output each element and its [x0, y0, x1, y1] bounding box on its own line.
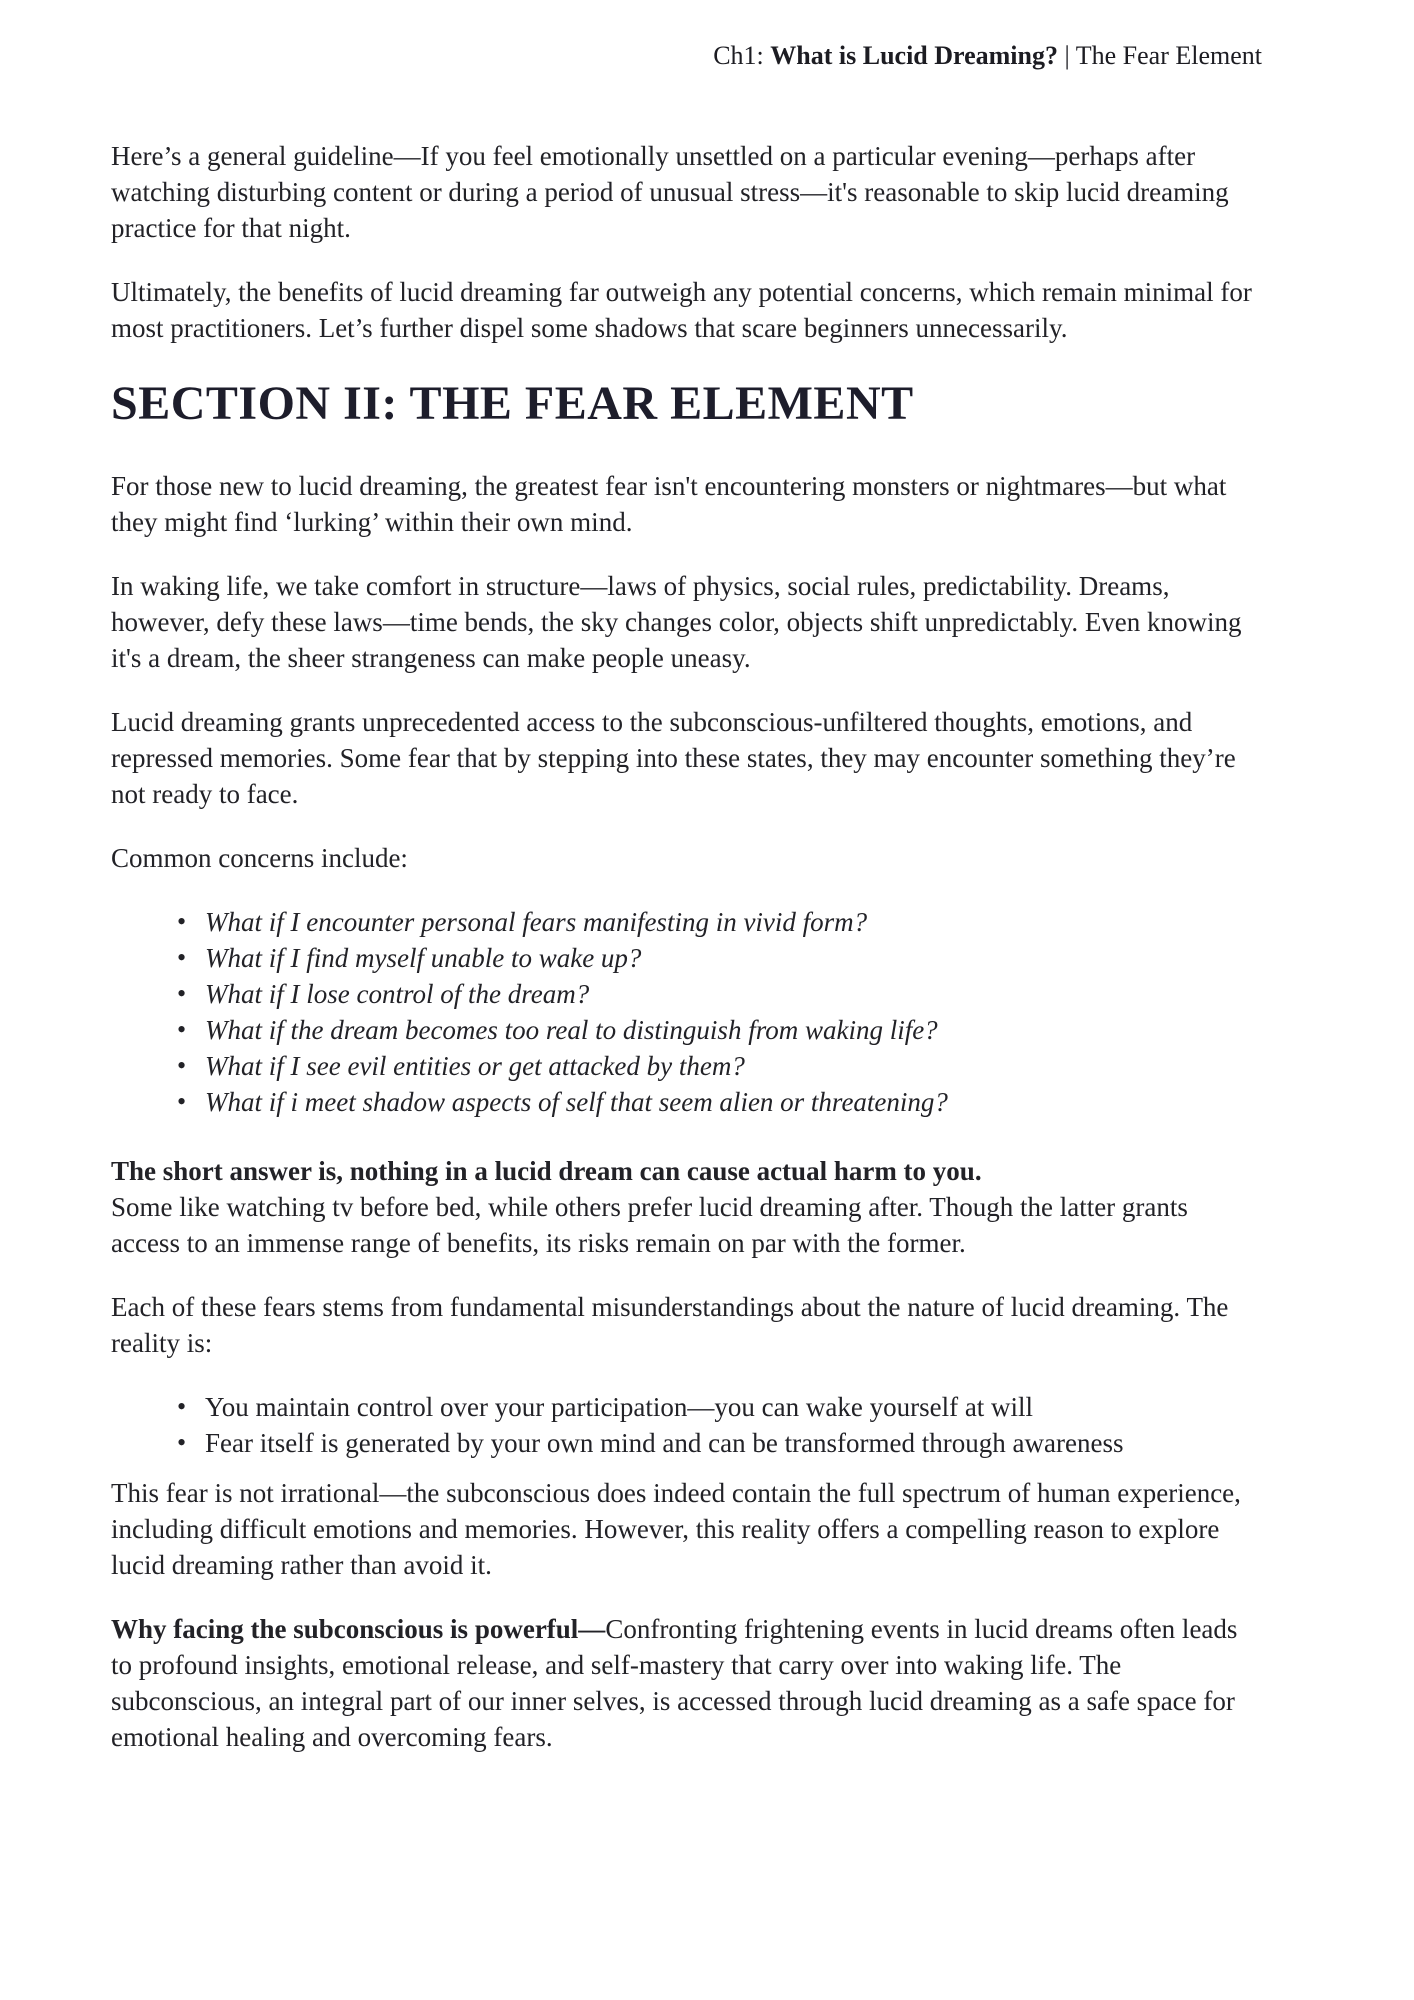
- reality-list: [111, 1389, 1262, 1461]
- why-facing-lead: Why facing the subconscious is powerful—: [111, 1614, 606, 1644]
- concerns-intro: Common concerns include:: [111, 843, 408, 873]
- section-heading: SECTION II: THE FEAR ELEMENT: [111, 377, 914, 430]
- concern-item: • What if I lose control of the dream?: [175, 976, 1262, 1012]
- concern-item: • What if the dream becomes too real to distinguish from waking life?: [175, 1012, 1262, 1048]
- page-header: [111, 38, 1262, 74]
- concern-item: • What if I see evil entities or get attacked by them?: [175, 1048, 1262, 1084]
- paragraph-ultimately: Ultimately, the benefits of lucid dreaming far outweigh any potential concerns, which remain minimal for most practitioners. Let’s further dispel some shadows that scare beginners unnecessarily.: [111, 277, 1252, 343]
- paragraph-each-fear: Each of these fears stems from fundamental misunderstandings about the nature of lucid dreaming. The reality is:: [111, 1292, 1229, 1358]
- paragraph-waking-life: In waking life, we take comfort in structure—laws of physics, social rules, predictability. Dreams, however, defy these laws—time bends, the sky changes color, objects shift unpredictably. Even knowing it's a dream, the sheer strangeness can make people uneasy.: [111, 571, 1242, 673]
- concerns-list: [111, 904, 1262, 1120]
- header-divider: |: [1057, 41, 1076, 70]
- book-title: What is Lucid Dreaming?: [770, 41, 1058, 70]
- concern-item: • What if I encounter personal fears manifesting in vivid form?: [175, 904, 1262, 940]
- short-answer-lead: The short answer is, nothing in a lucid dream can cause actual harm to you.: [111, 1156, 982, 1186]
- concern-item: • What if I find myself unable to wake up?: [175, 940, 1262, 976]
- why-facing-rest: Confronting frightening events in lucid dreams often leads to profound insights, emotional release, and self-mastery that carry over into waking life. The subconscious, an integral part of our inner selves, is accessed through lucid dreaming as a safe space for emotional healing and overcoming fears.: [111, 1614, 1238, 1752]
- paragraph-for-those-new: For those new to lucid dreaming, the greatest fear isn't encountering monsters or nightmares—but what they might find ‘lurking’ within their own mind.: [111, 471, 1227, 537]
- short-answer-rest: Some like watching tv before bed, while others prefer lucid dreaming after. Though the latter grants access to an immense range of benefits, its risks remain on par with the former.: [111, 1192, 1188, 1258]
- header-section-title: The Fear Element: [1075, 41, 1262, 70]
- paragraph-short-answer: [111, 1153, 1262, 1261]
- paragraph-guideline: Here’s a general guideline—If you feel emotionally unsettled on a particular evening—perhaps after watching disturbing content or during a period of unusual stress—it's reasonable to skip lucid dreaming practice for that night.: [111, 141, 1229, 243]
- concern-item: • What if i meet shadow aspects of self that seem alien or threatening?: [175, 1084, 1262, 1120]
- reality-item: • Fear itself is generated by your own mind and can be transformed through awareness: [175, 1425, 1262, 1461]
- paragraph-subconscious-access: Lucid dreaming grants unprecedented access to the subconscious-unfiltered thoughts, emotions, and repressed memories. Some fear that by stepping into these states, they may encounter something they’re not ready to face.: [111, 707, 1236, 809]
- reality-item: • You maintain control over your participation—you can wake yourself at will: [175, 1389, 1262, 1425]
- chapter-prefix: Ch1:: [713, 41, 771, 70]
- paragraph-not-irrational: This fear is not irrational—the subconscious does indeed contain the full spectrum of human experience, including difficult emotions and memories. However, this reality offers a compelling reason to explore lucid dreaming rather than avoid it.: [111, 1478, 1241, 1580]
- paragraph-why-facing: [111, 1611, 1262, 1755]
